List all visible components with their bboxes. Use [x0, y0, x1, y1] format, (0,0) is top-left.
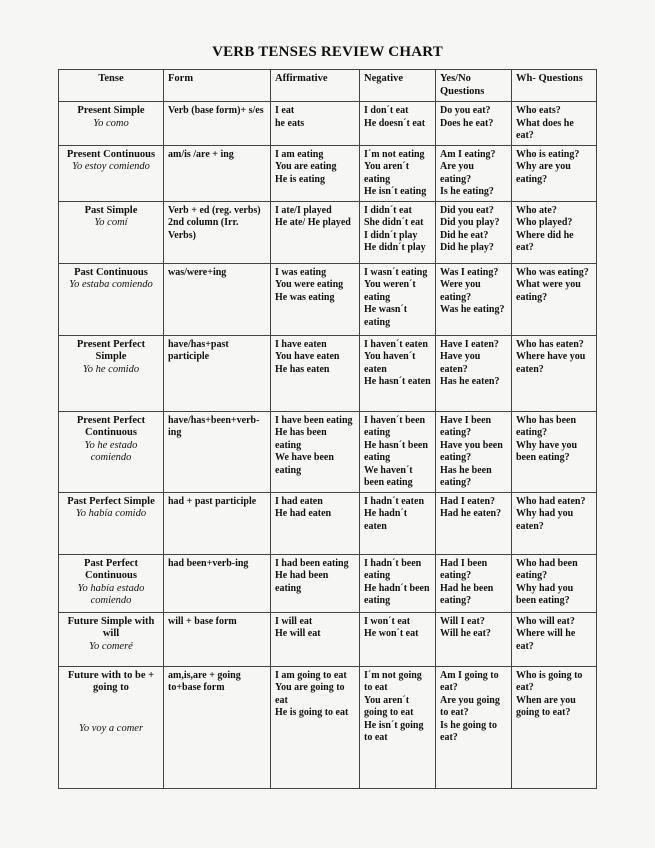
yesno-text: Had I eaten?: [440, 495, 495, 507]
tense-cell: [59, 335, 164, 411]
table-row: [59, 263, 597, 335]
affirmative-text: You are eating: [275, 161, 337, 172]
yesno-text: Was he eating?: [440, 304, 505, 315]
negative-text: He hadn´t eaten: [364, 508, 408, 532]
table-row: [59, 492, 597, 554]
form-cell: [164, 411, 271, 492]
affirmative-cell: [271, 201, 360, 263]
yesno-text: Does he eat?: [440, 117, 494, 129]
affirmative-cell: [271, 102, 360, 146]
tense-cell: [59, 263, 164, 335]
negative-text: He isn´t going to eat: [364, 719, 424, 743]
affirmative-text: I have eaten: [275, 338, 327, 350]
negative-text: He isn´t eating: [364, 186, 427, 197]
yesno-text: Are you going to eat?: [440, 694, 500, 718]
yesno-cell: [436, 612, 512, 666]
wh-cell: [512, 102, 597, 146]
tense-name: Past Perfect Continuous: [84, 557, 138, 581]
table-row: [59, 411, 597, 492]
negative-cell: [360, 411, 436, 492]
wh-text: Who had been eating?: [516, 557, 578, 581]
yesno-text: Had he been eating?: [440, 582, 494, 606]
column-header: Affirmative: [271, 70, 360, 102]
form-text: was/were+ing: [168, 266, 227, 278]
yesno-text: Am I going to eat?: [440, 669, 499, 693]
form-cell: [164, 263, 271, 335]
negative-text: He hadn´t been eating: [364, 582, 430, 606]
tense-spanish: Yo he comido: [82, 363, 140, 375]
affirmative-text: I was eating: [275, 266, 327, 278]
yesno-text: Are you eating?: [440, 161, 474, 185]
form-text: am,is,are + going to+base form: [168, 669, 241, 693]
form-text: Verb (base form)+ s/es: [168, 105, 264, 116]
table-row: [59, 102, 597, 146]
tense-spanish: Yo estaba comiendo: [69, 279, 153, 290]
yesno-cell: [436, 201, 512, 263]
form-cell: [164, 201, 271, 263]
verb-tenses-table: [58, 69, 597, 789]
negative-cell: [360, 102, 436, 146]
yesno-text: Did he play?: [440, 242, 494, 253]
yesno-text: Have I eaten?: [440, 338, 499, 350]
yesno-cell: [436, 335, 512, 411]
negative-cell: [360, 335, 436, 411]
yesno-text: Was I eating?: [440, 266, 499, 278]
yesno-cell: [436, 492, 512, 554]
wh-text: What does he eat?: [516, 117, 574, 141]
wh-text: What were you eating?: [516, 279, 581, 303]
affirmative-text: We have been eating: [275, 452, 334, 476]
form-text: have/has+been+verb-ing: [168, 414, 260, 438]
negative-text: You aren´t going to eat: [364, 694, 414, 718]
wh-text: Who is eating?: [516, 148, 580, 160]
tense-spanish: Yo comí: [94, 217, 128, 228]
yesno-text: Did he eat?: [440, 229, 489, 241]
negative-text: You weren´t eating: [364, 279, 416, 303]
affirmative-text: I am eating: [275, 148, 324, 160]
form-text: have/has+past participle: [168, 338, 229, 362]
affirmative-text: You were eating: [275, 279, 344, 290]
form-cell: [164, 612, 271, 666]
affirmative-cell: [271, 666, 360, 788]
affirmative-text: He is eating: [275, 173, 325, 185]
affirmative-text: he eats: [275, 117, 305, 129]
form-cell: [164, 554, 271, 612]
wh-text: Why are you eating?: [516, 161, 571, 185]
negative-cell: [360, 666, 436, 788]
wh-text: Who will eat?: [516, 615, 575, 627]
wh-text: Who played?: [516, 217, 573, 228]
tense-name: Past Simple: [84, 204, 138, 216]
table-row: [59, 666, 597, 788]
affirmative-text: I ate/I played: [275, 204, 332, 216]
negative-cell: [360, 145, 436, 201]
tense-name: Future with to be + going to: [67, 669, 155, 693]
tense-name: Present Perfect Continuous: [76, 414, 146, 438]
yesno-text: Will I eat?: [440, 615, 485, 627]
affirmative-text: You have eaten: [275, 351, 340, 362]
negative-text: I haven´t eaten: [364, 338, 428, 350]
tense-spanish: Yo he estado comiendo: [84, 439, 138, 463]
form-cell: [164, 666, 271, 788]
negative-text: He didn´t play: [364, 242, 426, 253]
wh-text: Who eats?: [516, 105, 561, 116]
table-row: [59, 554, 597, 612]
column-header: Negative: [360, 70, 436, 102]
wh-cell: [512, 201, 597, 263]
negative-text: I hadn´t eaten: [364, 495, 425, 507]
negative-text: You aren´t eating: [364, 161, 410, 185]
tense-cell: [59, 145, 164, 201]
table-row: [59, 145, 597, 201]
wh-text: Who is going to eat?: [516, 669, 583, 693]
affirmative-text: You are going to eat: [275, 682, 345, 706]
tense-name: Present Continuous: [66, 148, 156, 160]
tense-name: Past Perfect Simple: [67, 495, 155, 507]
form-text: had + past participle: [168, 495, 257, 507]
negative-cell: [360, 201, 436, 263]
tense-spanish: Yo como: [93, 117, 129, 129]
negative-text: I don´t eat: [364, 105, 409, 116]
column-header: Tense: [59, 70, 164, 102]
affirmative-cell: [271, 263, 360, 335]
tense-cell: [59, 102, 164, 146]
form-text: am/is /are + ing: [168, 148, 234, 160]
form-cell: [164, 145, 271, 201]
yesno-text: Will he eat?: [440, 628, 491, 639]
yesno-text: Is he eating?: [440, 186, 494, 197]
yesno-text: Were you eating?: [440, 279, 481, 303]
yesno-cell: [436, 411, 512, 492]
tense-cell: [59, 666, 164, 788]
yesno-text: Have I been eating?: [440, 414, 492, 438]
yesno-text: Did you eat?: [440, 204, 494, 216]
tense-cell: [59, 201, 164, 263]
yesno-text: Has he been eating?: [440, 464, 492, 488]
affirmative-text: He has been eating: [275, 427, 327, 451]
affirmative-text: He is going to eat: [275, 707, 349, 718]
wh-text: Why have you been eating?: [516, 439, 578, 463]
wh-text: Who has been eating?: [516, 414, 577, 438]
yesno-text: Have you eaten?: [440, 351, 481, 375]
affirmative-text: I had been eating: [275, 557, 349, 569]
negative-text: He wasn´t eating: [364, 304, 408, 328]
tense-cell: [59, 411, 164, 492]
affirmative-text: I will eat: [275, 615, 313, 627]
wh-cell: [512, 145, 597, 201]
yesno-text: Do you eat?: [440, 105, 491, 116]
form-cell: [164, 335, 271, 411]
tense-spanish: Yo estoy comiendo: [72, 161, 150, 172]
tense-name: Future Simple with will: [67, 615, 155, 639]
tense-cell: [59, 612, 164, 666]
yesno-cell: [436, 554, 512, 612]
negative-text: I wasn´t eating: [364, 266, 428, 278]
negative-text: He hasn´t been eating: [364, 439, 428, 463]
form-text: Verb + ed (reg. verbs): [168, 204, 261, 216]
column-header: Yes/No Questions: [436, 70, 512, 102]
negative-text: We haven´t been eating: [364, 464, 413, 488]
yesno-cell: [436, 666, 512, 788]
wh-cell: [512, 335, 597, 411]
yesno-text: Am I eating?: [440, 148, 496, 160]
wh-cell: [512, 554, 597, 612]
yesno-text: Have you been eating?: [440, 439, 503, 463]
tense-spanish: Yo comeré: [89, 640, 133, 652]
tense-spanish: Yo había comido: [75, 508, 147, 519]
affirmative-text: He had been eating: [275, 570, 329, 594]
tense-cell: [59, 554, 164, 612]
yesno-text: Had he eaten?: [440, 508, 502, 519]
form-text: 2nd column (Irr. Verbs): [168, 217, 239, 241]
yesno-text: Had I been eating?: [440, 557, 488, 581]
negative-text: He hasn´t eaten: [364, 376, 431, 387]
affirmative-cell: [271, 612, 360, 666]
negative-cell: [360, 263, 436, 335]
wh-text: Why had you eaten?: [516, 508, 574, 532]
negative-cell: [360, 554, 436, 612]
affirmative-text: He had eaten: [275, 508, 332, 519]
affirmative-cell: [271, 492, 360, 554]
wh-cell: [512, 666, 597, 788]
wh-text: Who was eating?: [516, 266, 589, 278]
affirmative-text: He has eaten: [275, 363, 330, 375]
affirmative-cell: [271, 335, 360, 411]
wh-text: Where did he eat?: [516, 229, 574, 253]
wh-cell: [512, 263, 597, 335]
wh-text: Who had eaten?: [516, 495, 586, 507]
affirmative-text: I had eaten: [275, 495, 323, 507]
negative-cell: [360, 612, 436, 666]
tense-name: Present Simple: [77, 105, 145, 116]
form-text: will + base form: [168, 615, 237, 627]
negative-text: You haven´t eaten: [364, 351, 416, 375]
wh-text: Why had you been eating?: [516, 582, 574, 606]
tense-spanish: Yo había estado comiendo: [77, 582, 145, 606]
negative-text: I didn´t play: [364, 229, 418, 241]
wh-text: Who has eaten?: [516, 338, 584, 350]
yesno-text: Is he going to eat?: [440, 719, 497, 743]
negative-text: I didn´t eat: [364, 204, 412, 216]
affirmative-text: I eat: [275, 105, 295, 116]
wh-cell: [512, 612, 597, 666]
affirmative-cell: [271, 411, 360, 492]
wh-text: When are you going to eat?: [516, 694, 576, 718]
wh-text: Where will he eat?: [516, 628, 576, 652]
affirmative-text: He ate/ He played: [275, 217, 351, 228]
yesno-cell: [436, 102, 512, 146]
column-header: Wh- Questions: [512, 70, 597, 102]
negative-text: I haven´t been eating: [364, 414, 426, 438]
affirmative-text: He will eat: [275, 628, 321, 639]
table-row: [59, 612, 597, 666]
page-title: VERB TENSES REVIEW CHART: [212, 44, 443, 60]
tense-spanish: Yo voy a comer: [78, 722, 144, 734]
affirmative-text: He was eating: [275, 291, 335, 303]
tense-name: Past Continuous: [74, 266, 148, 278]
table-row: [59, 201, 597, 263]
table-row: [59, 335, 597, 411]
affirmative-text: I have been eating: [275, 414, 353, 426]
form-cell: [164, 492, 271, 554]
yesno-text: Did you play?: [440, 217, 500, 228]
negative-text: I´m not eating: [364, 148, 425, 160]
yesno-cell: [436, 263, 512, 335]
negative-cell: [360, 492, 436, 554]
negative-text: He doesn´t eat: [364, 117, 426, 129]
wh-text: Where have you eaten?: [516, 351, 586, 375]
yesno-text: Has he eaten?: [440, 376, 500, 387]
affirmative-cell: [271, 554, 360, 612]
tense-name: Present Perfect Simple: [76, 338, 146, 362]
wh-text: Who ate?: [516, 204, 557, 216]
negative-text: He won´t eat: [364, 628, 419, 639]
table-header-row: [59, 70, 597, 102]
form-text: had been+verb-ing: [168, 557, 249, 569]
affirmative-cell: [271, 145, 360, 201]
wh-cell: [512, 411, 597, 492]
wh-cell: [512, 492, 597, 554]
negative-text: I won´t eat: [364, 615, 411, 627]
negative-text: She didn´t eat: [364, 217, 424, 228]
negative-text: I´m not going to eat: [364, 669, 422, 693]
yesno-cell: [436, 145, 512, 201]
column-header: Form: [164, 70, 271, 102]
affirmative-text: I am going to eat: [275, 669, 347, 681]
form-cell: [164, 102, 271, 146]
tense-cell: [59, 492, 164, 554]
negative-text: I hadn´t been eating: [364, 557, 422, 581]
